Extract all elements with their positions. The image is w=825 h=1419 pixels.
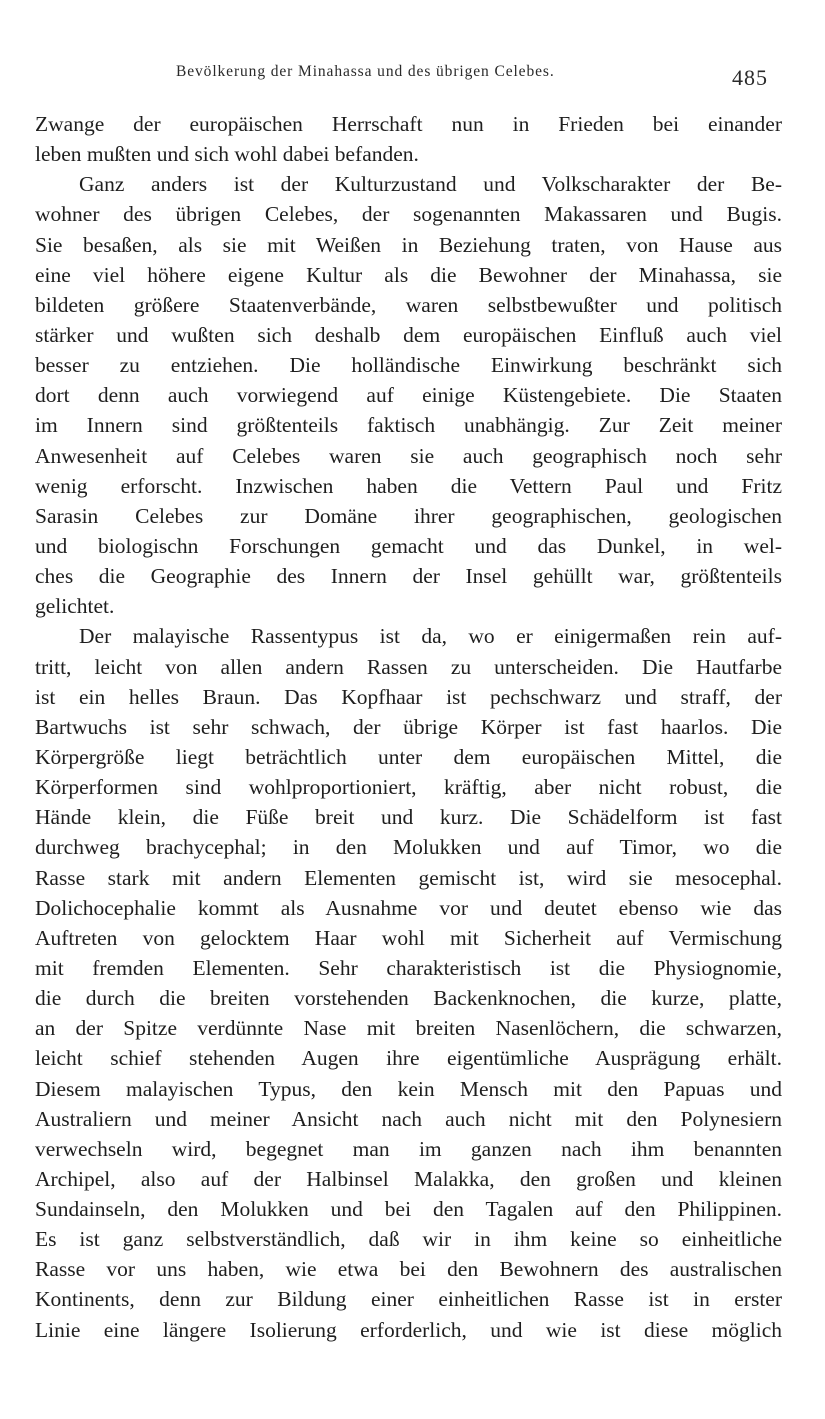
text-line: dort denn auch vorwiegend auf einige Küstengebiete. Die Staaten xyxy=(35,383,782,408)
text-line: gelichtet. xyxy=(35,594,115,619)
text-line: Bartwuchs ist sehr schwach, der übrige Körper ist fast haarlos. Die xyxy=(35,714,782,739)
text-line: Australiern und meiner Ansicht nach auch nicht mit den Polynesiern xyxy=(35,1106,782,1131)
page-number: 485 xyxy=(732,65,768,90)
text-line: Rasse stark mit andern Elementen gemischt ist, wird sie mesocephal. xyxy=(35,865,782,890)
running-title: Bevölkerung der Minahassa und des übrigen Celebes. xyxy=(176,63,555,80)
paragraph-2 xyxy=(35,169,782,621)
text-line: und biologischn Forschungen gemacht und das Dunkel, in wel- xyxy=(35,533,782,558)
text-line: Linie eine längere Isolierung erforderlich, und wie ist diese möglich xyxy=(35,1317,782,1342)
text-line: im Innern sind größtenteils faktisch unabhängig. Zur Zeit meiner xyxy=(35,413,782,438)
text-line: ches die Geographie des Innern der Insel gehüllt war, größtenteils xyxy=(35,564,782,589)
text-line: Körpergröße liegt beträchtlich unter dem europäischen Mittel, die xyxy=(35,744,782,769)
text-line: Rasse vor uns haben, wie etwa bei den Bewohnern des australischen xyxy=(35,1257,782,1282)
text-line: Dolichocephalie kommt als Ausnahme vor und deutet ebenso wie das xyxy=(35,895,782,920)
text-line: verwechseln wird, begegnet man im ganzen nach ihm benannten xyxy=(35,1136,782,1161)
text-line: Sarasin Celebes zur Domäne ihrer geographischen, geologischen xyxy=(35,503,782,528)
text-line: ist ein helles Braun. Das Kopfhaar ist pechschwarz und straff, der xyxy=(35,684,782,709)
paragraph-1 xyxy=(35,109,782,169)
text-line: leben mußten und sich wohl dabei befanden. xyxy=(35,142,419,167)
text-line: stärker und wußten sich deshalb dem europäischen Einfluß auch viel xyxy=(35,322,782,347)
text-line: Auftreten von gelocktem Haar wohl mit Sicherheit auf Vermischung xyxy=(35,925,782,950)
text-line: bildeten größere Staatenverbände, waren selbstbewußter und politisch xyxy=(35,292,782,317)
paragraph-3 xyxy=(35,621,782,1344)
text-line: an der Spitze verdünnte Nase mit breiten Nasenlöchern, die schwarzen, xyxy=(35,1016,782,1041)
text-line: Ganz anders ist der Kulturzustand und Volkscharakter der Be- xyxy=(79,172,782,197)
text-line: durchweg brachycephal; in den Molukken und auf Timor, wo die xyxy=(35,835,782,860)
text-line: Archipel, also auf der Halbinsel Malakka, den großen und kleinen xyxy=(35,1166,782,1191)
text-line: besser zu entziehen. Die holländische Einwirkung beschränkt sich xyxy=(35,353,782,378)
text-line: Kontinents, denn zur Bildung einer einheitlichen Rasse ist in erster xyxy=(35,1287,782,1312)
text-line: Körperformen sind wohlproportioniert, kräftig, aber nicht robust, die xyxy=(35,775,782,800)
text-line: Es ist ganz selbstverständlich, daß wir in ihm keine so einheitliche xyxy=(35,1227,782,1252)
text-line: Anwesenheit auf Celebes waren sie auch geographisch noch sehr xyxy=(35,443,782,468)
text-line: Hände klein, die Füße breit und kurz. Die Schädelform ist fast xyxy=(35,805,782,830)
text-line: wenig erforscht. Inzwischen haben die Vettern Paul und Fritz xyxy=(35,473,782,498)
text-line: Sie besaßen, als sie mit Weißen in Beziehung traten, von Hause aus xyxy=(35,232,782,257)
text-line: leicht schief stehenden Augen ihre eigentümliche Ausprägung erhält. xyxy=(35,1046,782,1071)
text-line: die durch die breiten vorstehenden Backenknochen, die kurze, platte, xyxy=(35,986,782,1011)
text-line: wohner des übrigen Celebes, der sogenannten Makassaren und Bugis. xyxy=(35,202,782,227)
text-line: Der malayische Rassentypus ist da, wo er einigermaßen rein auf- xyxy=(79,624,782,649)
text-body xyxy=(35,109,782,1345)
text-line: tritt, leicht von allen andern Rassen zu unterscheiden. Die Hautfarbe xyxy=(35,654,782,679)
text-line: Diesem malayischen Typus, den kein Mensch mit den Papuas und xyxy=(35,1076,782,1101)
text-line: Zwange der europäischen Herrschaft nun in Frieden bei einander xyxy=(35,112,782,136)
text-line: Sundainseln, den Molukken und bei den Tagalen auf den Philippinen. xyxy=(35,1197,782,1222)
text-line: mit fremden Elementen. Sehr charakteristisch ist die Physiognomie, xyxy=(35,955,782,980)
running-head xyxy=(0,63,825,90)
text-line: eine viel höhere eigene Kultur als die Bewohner der Minahassa, sie xyxy=(35,262,782,287)
